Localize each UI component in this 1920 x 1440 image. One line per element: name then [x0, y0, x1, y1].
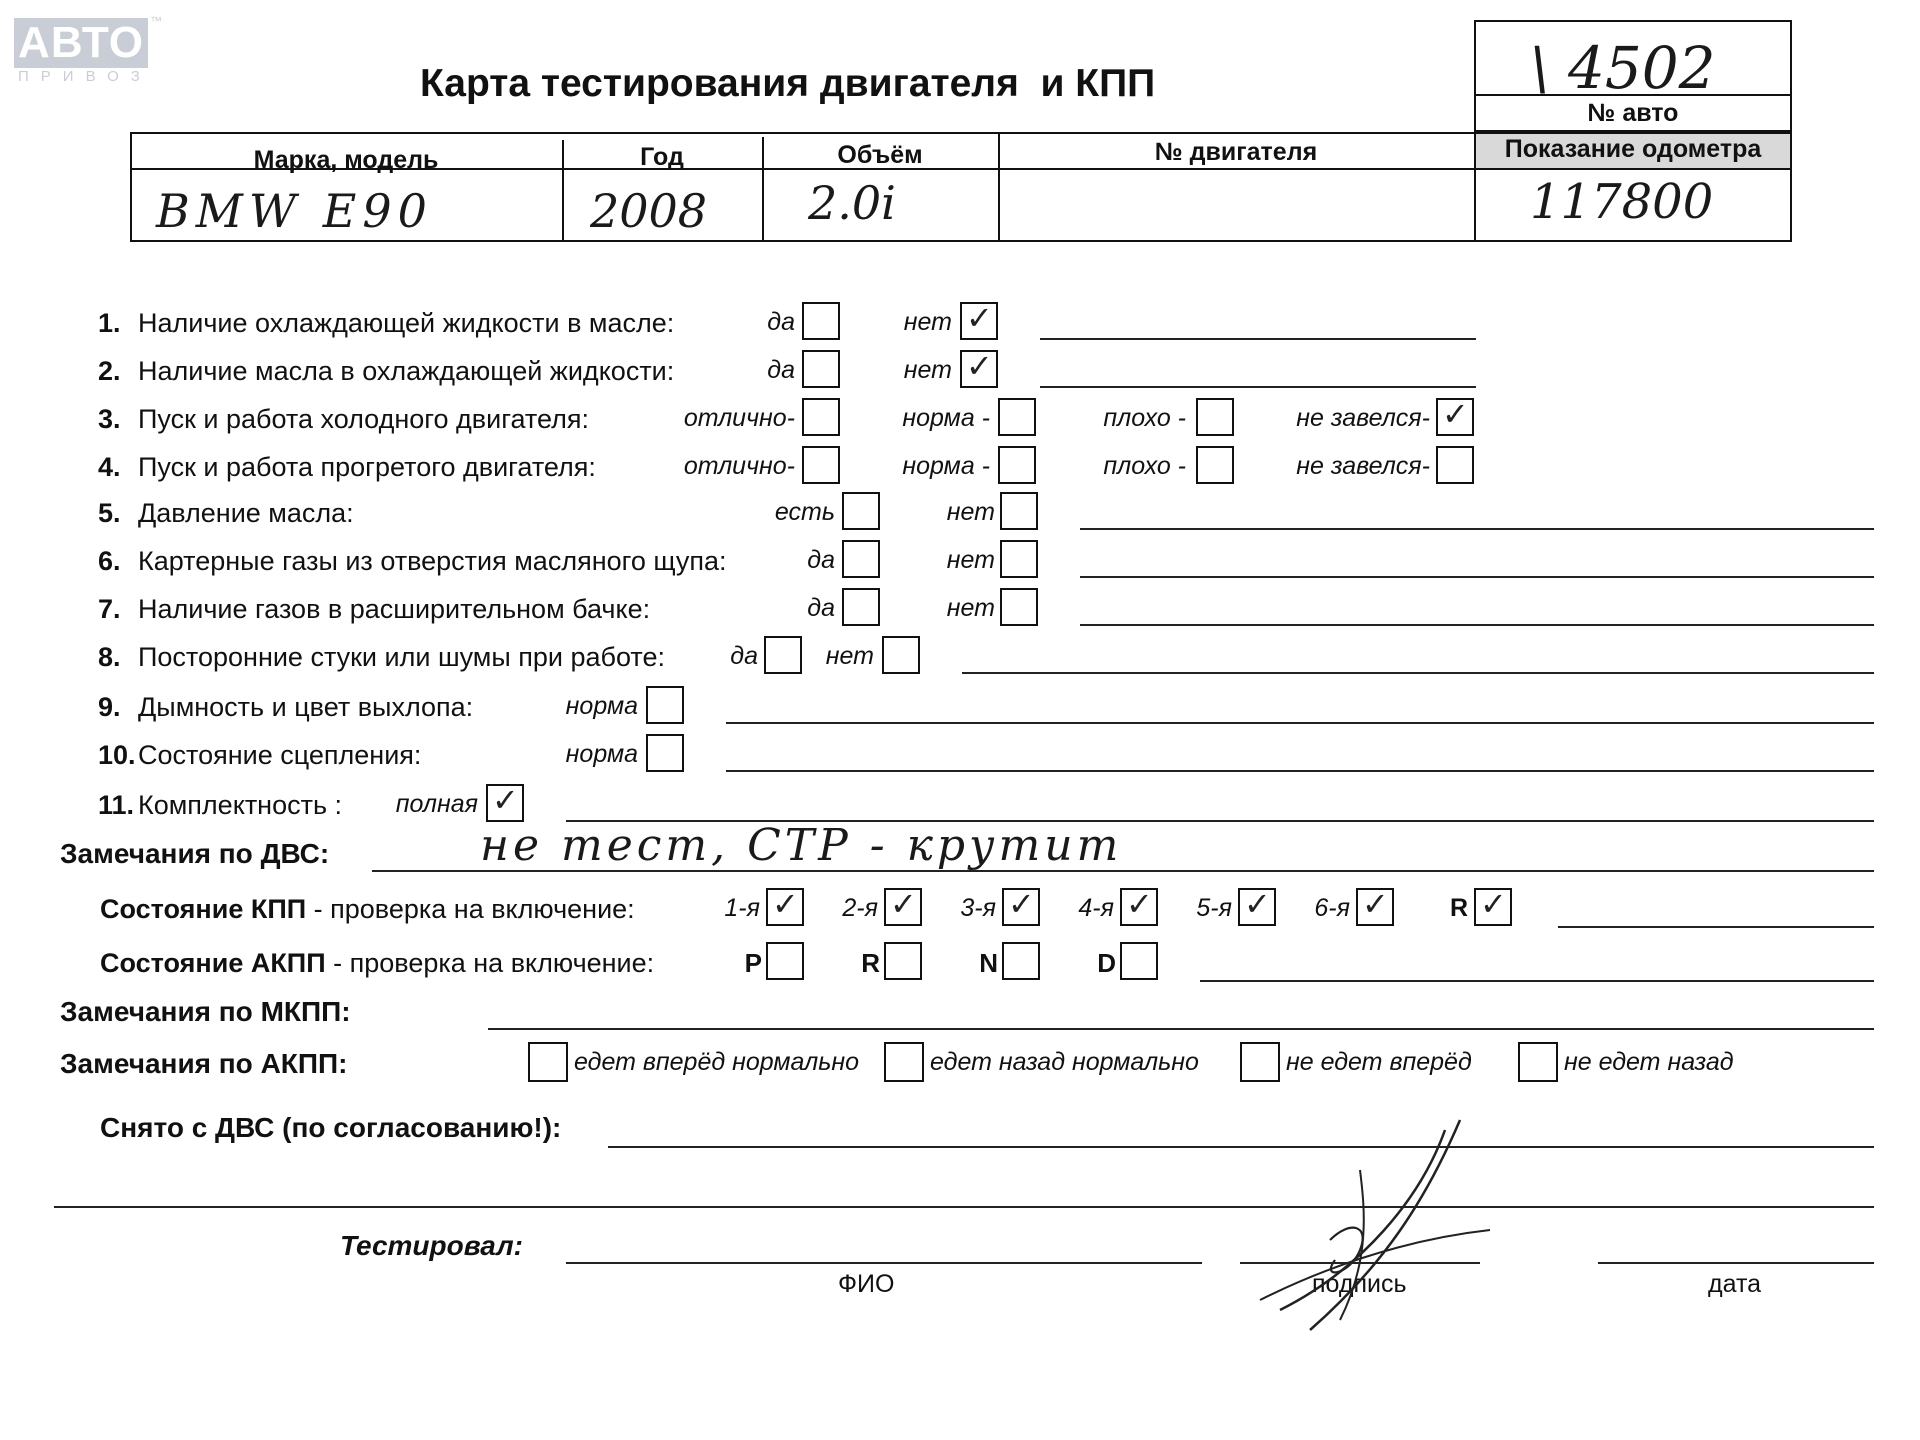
- gear-label: 5-я: [1196, 894, 1232, 922]
- mkpp-remarks-label: Замечания по МКПП:: [60, 996, 351, 1027]
- option-label: да: [767, 308, 795, 336]
- option-checkbox[interactable]: [842, 540, 880, 578]
- akpp-mode-checkbox[interactable]: [766, 942, 804, 980]
- akpp-mode-label: N: [979, 948, 998, 978]
- kpp-label-bold: Состояние КПП: [100, 894, 307, 924]
- akpp-mode-checkbox[interactable]: [1120, 942, 1158, 980]
- question-text: Наличие газов в расширительном бачке:: [138, 594, 651, 624]
- akpp-remark-checkbox[interactable]: [884, 1042, 924, 1082]
- auto-number-label: № авто: [1587, 99, 1679, 127]
- question-number: 11.: [98, 790, 135, 820]
- question-text: Наличие масла в охлаждающей жидкости:: [138, 356, 675, 386]
- option-checkbox-check-mark: ✓: [492, 781, 519, 819]
- option-checkbox[interactable]: [802, 350, 840, 388]
- question-number: 2.: [98, 356, 121, 386]
- dvs-remarks-value: не тест, СТР - крутит: [480, 820, 1123, 871]
- question-text: Дымность и цвет выхлопа:: [138, 692, 474, 722]
- logo: [14, 14, 164, 90]
- question-text: Картерные газы из отверстия масляного щупа:: [138, 546, 727, 576]
- question-number: 3.: [98, 404, 121, 434]
- date-line: [1598, 1262, 1874, 1264]
- gear-checkbox-check-mark: ✓: [1480, 885, 1507, 923]
- question-number: 4.: [98, 452, 121, 482]
- question-text: Состояние сцепления:: [138, 740, 422, 770]
- option-checkbox-check-mark: ✓: [966, 347, 993, 385]
- gear-label: R: [1449, 894, 1468, 922]
- gear-checkbox[interactable]: [1002, 885, 1040, 926]
- option-label: да: [730, 642, 758, 670]
- akpp-remarks-label: Замечания по АКПП:: [60, 1048, 348, 1079]
- option-label: норма: [565, 740, 638, 768]
- gear-label: 4-я: [1078, 894, 1114, 922]
- option-label: не завелся-: [1296, 452, 1430, 480]
- answer-line: [1040, 386, 1476, 388]
- question-text: Пуск и работа холодного двигателя:: [138, 404, 589, 434]
- col-volume-label: Объём: [837, 141, 923, 169]
- gear-checkbox-check-mark: ✓: [890, 885, 917, 923]
- akpp-mode-checkbox[interactable]: [884, 942, 922, 980]
- gear-checkbox-check-mark: ✓: [772, 885, 799, 923]
- option-checkbox-check-mark: ✓: [1442, 395, 1469, 433]
- option-label: плохо -: [1103, 404, 1186, 432]
- date-label: дата: [1708, 1270, 1762, 1298]
- logo-brand: АВТО: [14, 18, 148, 68]
- answer-line: [1080, 528, 1874, 530]
- option-checkbox[interactable]: [998, 446, 1036, 484]
- akpp-label: [100, 948, 654, 979]
- volume-value: 2.0i: [808, 176, 896, 230]
- akpp-mode-label: R: [861, 948, 880, 978]
- option-checkbox[interactable]: [842, 492, 880, 530]
- akpp-remark-checkbox[interactable]: [1518, 1042, 1558, 1082]
- gear-label: 2-я: [842, 894, 878, 922]
- answer-line: [962, 672, 1874, 674]
- option-label: отлично-: [683, 404, 795, 432]
- option-checkbox[interactable]: [960, 347, 998, 388]
- signature-label: подпись: [1312, 1270, 1407, 1298]
- separator-line: [54, 1206, 1874, 1208]
- option-checkbox[interactable]: [998, 398, 1036, 436]
- option-label: норма -: [902, 404, 990, 432]
- answer-line: [1040, 338, 1476, 340]
- gear-checkbox-check-mark: ✓: [1008, 885, 1035, 923]
- tested-by-label: Тестировал:: [340, 1230, 523, 1261]
- option-label: да: [807, 594, 835, 622]
- question-text: Наличие охлаждающей жидкости в масле:: [138, 308, 675, 338]
- logo-tm: ™: [150, 14, 162, 28]
- akpp-line: [1200, 980, 1874, 982]
- option-label: нет: [946, 546, 995, 574]
- gear-checkbox[interactable]: [884, 885, 922, 926]
- mkpp-remarks-line: [488, 1028, 1874, 1030]
- question-text: Посторонние стуки или шумы при работе:: [138, 642, 665, 672]
- option-label: норма: [565, 692, 638, 720]
- question-number: 6.: [98, 546, 121, 576]
- question-text: Давление масла:: [138, 498, 354, 528]
- col-engine-label: № двигателя: [1154, 138, 1318, 166]
- question-number: 9.: [98, 692, 121, 722]
- option-checkbox[interactable]: [802, 398, 840, 436]
- page-title: Карта тестирования двигателя и КПП: [420, 62, 1156, 105]
- logo-sub: ПРИВОЗ: [18, 68, 152, 85]
- akpp-mode-label: D: [1097, 948, 1116, 978]
- question-number: 10.: [98, 740, 136, 770]
- option-checkbox[interactable]: [646, 734, 684, 772]
- question-number: 8.: [98, 642, 121, 672]
- question-text: Пуск и работа прогретого двигателя:: [138, 452, 596, 482]
- option-label: нет: [903, 356, 952, 384]
- option-label: полная: [395, 790, 478, 818]
- option-checkbox[interactable]: [842, 588, 880, 626]
- fio-label: ФИО: [838, 1270, 895, 1298]
- option-checkbox[interactable]: [1196, 398, 1234, 436]
- option-checkbox[interactable]: [486, 781, 524, 822]
- option-label: да: [807, 546, 835, 574]
- akpp-remark-label: едет назад нормально: [930, 1048, 1199, 1076]
- option-checkbox[interactable]: [960, 299, 998, 340]
- answer-line: [1080, 624, 1874, 626]
- question-text: Комплектность :: [138, 790, 343, 820]
- option-checkbox-check-mark: ✓: [966, 299, 993, 337]
- answer-line: [1080, 576, 1874, 578]
- gear-checkbox[interactable]: [766, 885, 804, 926]
- option-checkbox[interactable]: [1000, 492, 1038, 530]
- akpp-mode-checkbox[interactable]: [1002, 942, 1040, 980]
- akpp-label-rest: - проверка на включение:: [325, 948, 655, 978]
- dvs-remarks-label: Замечания по ДВС:: [60, 838, 330, 869]
- gear-label: 1-я: [724, 894, 760, 922]
- option-checkbox[interactable]: [802, 446, 840, 484]
- option-checkbox[interactable]: [1000, 588, 1038, 626]
- odometer-value: 117800: [1530, 174, 1714, 230]
- make-value: ВМW E90: [156, 184, 433, 238]
- option-checkbox[interactable]: [1436, 446, 1474, 484]
- gear-checkbox-check-mark: ✓: [1244, 885, 1271, 923]
- answer-line: [726, 770, 1874, 772]
- option-label: нет: [946, 594, 995, 622]
- option-checkbox[interactable]: [646, 686, 684, 724]
- akpp-mode-label: P: [744, 948, 762, 978]
- question-number: 1.: [98, 308, 121, 338]
- akpp-remark-label: не едет назад: [1564, 1048, 1734, 1076]
- option-label: плохо -: [1103, 452, 1186, 480]
- col-year-label: Год: [640, 143, 684, 171]
- akpp-remark-label: не едет вперёд: [1286, 1048, 1472, 1076]
- akpp-remark-label: едет вперёд нормально: [574, 1048, 860, 1076]
- kpp-line: [1558, 926, 1874, 928]
- option-label: нет: [825, 642, 874, 670]
- odometer-label: Показание одометра: [1504, 135, 1762, 163]
- akpp-remark-checkbox[interactable]: [528, 1042, 568, 1082]
- gear-label: 6-я: [1314, 894, 1350, 922]
- handwritten-signature: [1240, 1110, 1500, 1340]
- gear-label: 3-я: [960, 894, 996, 922]
- answer-line: [726, 722, 1874, 724]
- gear-checkbox[interactable]: [1238, 885, 1276, 926]
- option-label: нет: [903, 308, 952, 336]
- option-checkbox[interactable]: [802, 302, 840, 340]
- gear-checkbox[interactable]: [1120, 885, 1158, 926]
- option-checkbox[interactable]: [764, 636, 802, 674]
- option-checkbox[interactable]: [882, 636, 920, 674]
- col-make-label: Марка, модель: [253, 146, 439, 174]
- akpp-remark-checkbox[interactable]: [1240, 1042, 1280, 1082]
- option-checkbox[interactable]: [1000, 540, 1038, 578]
- question-number: 7.: [98, 594, 121, 624]
- kpp-label: [100, 894, 635, 925]
- gear-checkbox-check-mark: ✓: [1126, 885, 1153, 923]
- option-label: да: [767, 356, 795, 384]
- year-value: 2008: [590, 184, 708, 238]
- kpp-label-rest: - проверка на включение:: [306, 894, 635, 924]
- gear-checkbox[interactable]: [1474, 885, 1512, 926]
- akpp-label-bold: Состояние АКПП: [100, 948, 326, 978]
- question-number: 5.: [98, 498, 121, 528]
- fio-line: [566, 1262, 1202, 1264]
- auto-number-value: \ 4502: [1530, 34, 1716, 102]
- gear-checkbox-check-mark: ✓: [1362, 885, 1389, 923]
- option-label: норма -: [902, 452, 990, 480]
- gear-checkbox[interactable]: [1356, 885, 1394, 926]
- option-label: есть: [774, 498, 835, 526]
- option-checkbox[interactable]: [1436, 395, 1474, 436]
- option-label: не завелся-: [1296, 404, 1430, 432]
- option-label: отлично-: [683, 452, 795, 480]
- option-label: нет: [946, 498, 995, 526]
- removed-label: Снято с ДВС (по согласованию!):: [100, 1112, 562, 1143]
- option-checkbox[interactable]: [1196, 446, 1234, 484]
